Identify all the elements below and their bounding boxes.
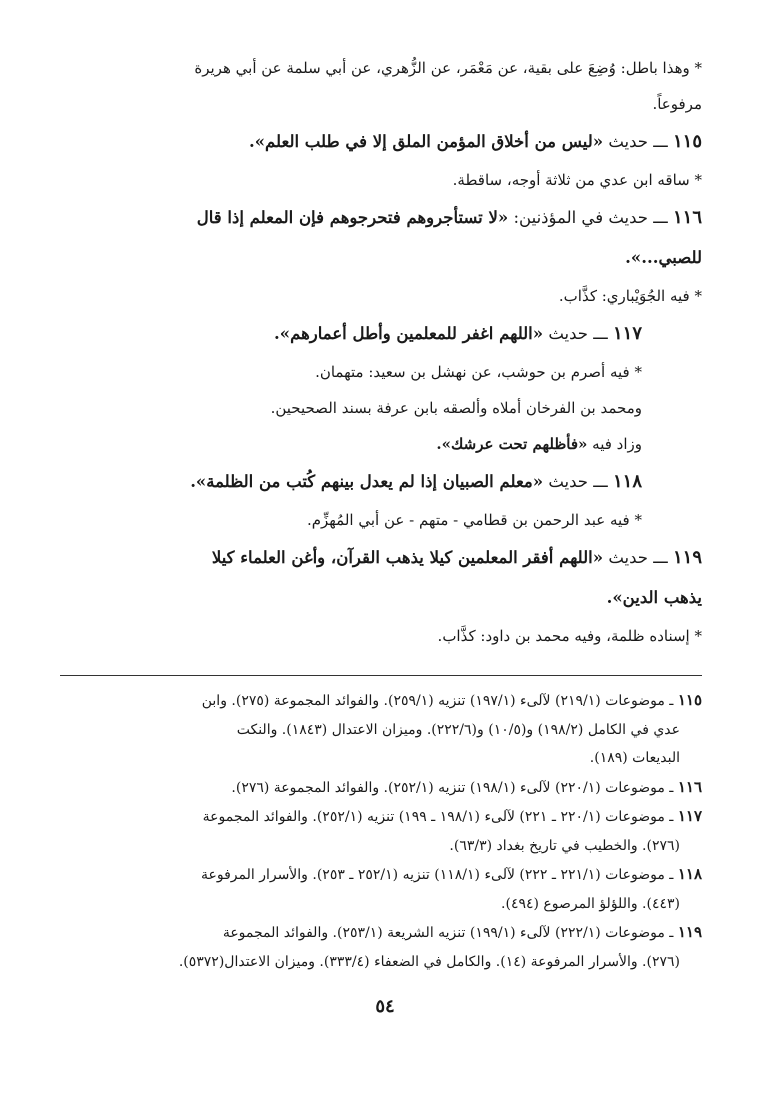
hadith-115-number: ١١٥ [672, 131, 702, 152]
page-number: ٥٤ [375, 996, 395, 1017]
note-119: * إسناده ظلمة، وفيه محمد بن داود: كذَّاب. [437, 627, 702, 645]
note-117-line-1: * فيه أصرم بن حوشب، عن نهشل بن سعيد: متهمان. [315, 363, 642, 381]
footnote-divider [60, 675, 702, 676]
hadith-116-text: «لا تستأجروهم فتحرجوهم فإن المعلم إذا قال [196, 208, 509, 227]
hadith-118-prefix: ـــ حديث [543, 472, 608, 491]
hadith-119-line-1 [60, 538, 702, 578]
note-117-line-3 [60, 426, 702, 462]
footnote-115-text: ـ موضوعات (٢١٩/١) لآلىء (١٩٧/١) تنزيه (٢٥٩/١). والفوائد المجموعة (٢٧٥). وابن [201, 693, 674, 709]
footnote-115-line-3: البديعات (١٨٩). [589, 750, 680, 766]
hadith-116-prefix: ـــ حديث في المؤذنين: [508, 208, 668, 227]
note-117-line-2: ومحمد بن الفرخان أملاه وألصقه بابن عرفة بسند الصحيحين. [270, 399, 642, 417]
footnote-116-line-1 [60, 773, 702, 803]
footnote-118-line-1 [60, 860, 702, 890]
footnote-115-line-2: عدي في الكامل (١٩٨/٢) و(١٠/٥) و(٢٢٢/٦). وميزان الاعتدال (١٨٤٣). والنكت [236, 721, 680, 738]
footnote-118-text: ـ موضوعات (٢٢١/١ ـ ٢٢٢) لآلىء (١١٨/١) تنزيه (٢٥٢/١ ـ ٢٥٣). والأسرار المرفوعة [200, 867, 674, 883]
footnote-117-line-2: (٢٧٦). والخطيب في تاريخ بغداد (٦٣/٣). [449, 837, 680, 854]
footnote-115-line-1 [60, 686, 702, 716]
note-117-added-text: «فأظلهم تحت عرشك». [436, 435, 588, 453]
hadith-117 [60, 314, 702, 354]
note-116: * فيه الجُوَيْباري: كذَّاب. [558, 287, 702, 305]
hadith-118-number: ١١٨ [612, 471, 642, 492]
hadith-115 [60, 122, 702, 162]
footnote-119-number: ١١٩ [677, 923, 702, 941]
hadith-119-line-2 [60, 578, 702, 618]
footnote-117-text: ـ موضوعات (٢٢٠/١ ـ ٢٢١) لآلىء (١٩٨/١ ـ ١٩٩) تنزيه (٢٥٢/١). والفوائد المجموعة [202, 809, 674, 825]
footnote-116-text: ـ موضوعات (٢٢٠/١) لآلىء (١٩٨/١) تنزيه (٢٥٢/١). والفوائد المجموعة (٢٧٦). [231, 779, 674, 796]
hadith-119-prefix: ـــ حديث [603, 548, 668, 567]
hadith-115-text: «ليس من أخلاق المؤمن الملق إلا في طلب العلم». [248, 132, 604, 151]
footnote-116-number: ١١٦ [677, 777, 702, 796]
note-115: * ساقه ابن عدي من ثلاثة أوجه، ساقطة. [452, 171, 702, 189]
hadith-116-line-2 [60, 238, 702, 278]
hadith-117-prefix: ـــ حديث [543, 324, 608, 343]
hadith-117-text: «اللهم اغفر للمعلمين وأطل أعمارهم». [274, 324, 544, 343]
footnote-118-line-2: (٤٤٣). واللؤلؤ المرصوع (٤٩٤). [501, 895, 680, 912]
footnote-119-line-1 [60, 918, 702, 948]
main-text [60, 50, 702, 654]
note-114-line-1: * وهذا باطل: وُضِعَ على بقية، عن مَعْمَر، عن الزُّهري، عن أبي سلمة عن أبي هريرة [194, 59, 702, 77]
hadith-115-prefix: ـــ حديث [603, 132, 668, 151]
hadith-116-number: ١١٦ [672, 207, 702, 228]
footnote-115-number: ١١٥ [677, 691, 702, 709]
footnote-119-text: ـ موضوعات (٢٢٢/١) لآلىء (١٩٩/١) تنزيه الشريعة (٢٥٣/١). والفوائد المجموعة [222, 925, 674, 941]
footnote-118-number: ١١٨ [677, 865, 702, 883]
footnotes [60, 686, 702, 976]
hadith-116-line-1 [60, 198, 702, 238]
note-117-added-prefix: وزاد فيه [587, 435, 642, 453]
note-114-line-2: مرفوعاً. [652, 95, 702, 113]
hadith-118-text: «معلم الصبيان إذا لم يعدل بينهم كُتب من الظلمة». [190, 472, 544, 491]
hadith-119-number: ١١٩ [672, 547, 702, 568]
note-118: * فيه عبد الرحمن بن قطامي - متهم - عن أبي المُهزِّم. [306, 511, 642, 529]
footnote-119-line-2: (٢٧٦). والأسرار المرفوعة (١٤). والكامل في الضعفاء (٣٣٣/٤). وميزان الاعتدال(٥٣٧٢). [178, 953, 680, 970]
hadith-116-text-cont: للصبي...». [625, 248, 702, 267]
footnote-117-line-1 [60, 802, 702, 832]
hadith-119-text: «اللهم أفقر المعلمين كيلا يذهب القرآن، وأغن العلماء كيلا [211, 548, 604, 567]
footnote-117-number: ١١٧ [677, 807, 702, 825]
hadith-119-text-cont: يذهب الدين». [606, 588, 702, 607]
hadith-118 [60, 462, 702, 502]
hadith-117-number: ١١٧ [612, 323, 642, 344]
